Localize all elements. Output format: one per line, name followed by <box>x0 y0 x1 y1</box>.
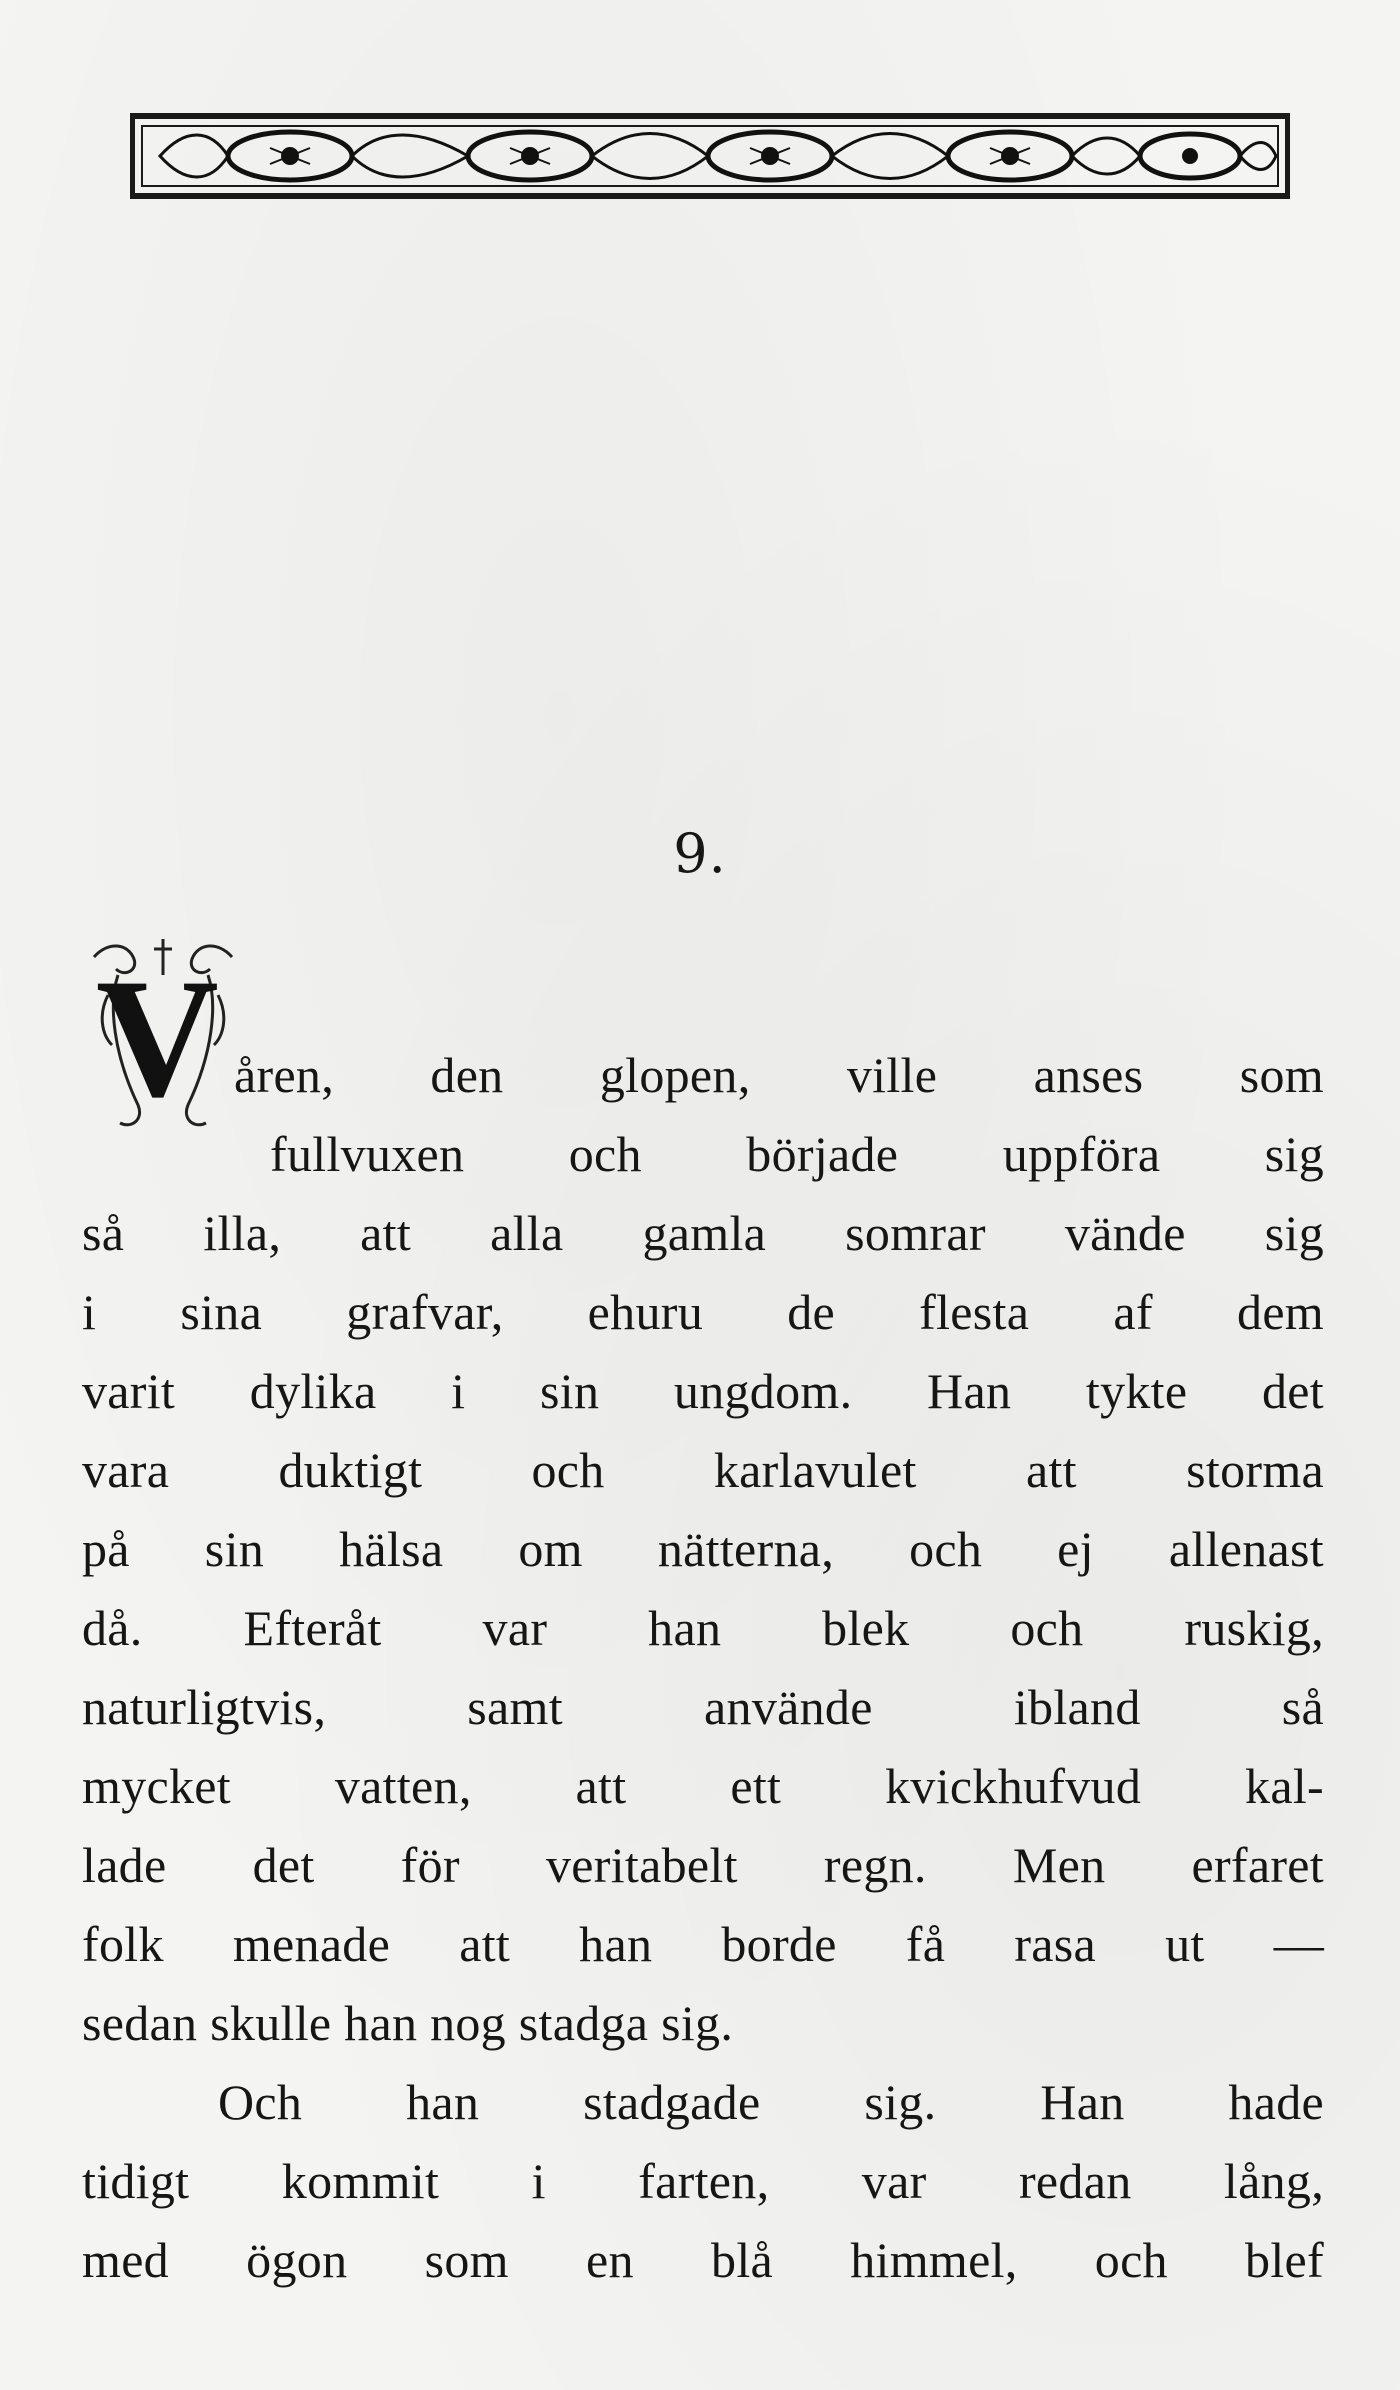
text-line: folk menade att han borde få rasa ut — <box>82 1916 1324 1972</box>
dropcap-letter: V <box>96 944 219 1132</box>
text-line: sedan skulle han nog stadga sig. <box>82 1995 734 2051</box>
text-line: mycket vatten, att ett kvickhufvud kal- <box>82 1758 1324 1814</box>
text-line: vara duktigt och karlavulet att storma <box>82 1442 1324 1498</box>
text-line: på sin hälsa om nätterna, och ej allenast <box>82 1521 1324 1577</box>
text-line: fullvuxen och började uppföra sig <box>270 1126 1324 1182</box>
text-line: naturligtvis, samt använde ibland så <box>82 1679 1324 1735</box>
text-line: så illa, att alla gamla somrar vände sig <box>82 1205 1324 1261</box>
text-line: tidigt kommit i farten, var redan lång, <box>82 2153 1324 2209</box>
chapter-number: 9. <box>673 822 727 885</box>
dropcap <box>88 935 238 1135</box>
text-line: i sina grafvar, ehuru de flesta af dem <box>82 1284 1324 1340</box>
text-line: med ögon som en blå himmel, och blef <box>82 2232 1324 2288</box>
ornamental-header-band <box>130 108 1290 204</box>
text-line: varit dylika i sin ungdom. Han tykte det <box>82 1363 1324 1419</box>
text-line: då. Efteråt var han blek och ruskig, <box>82 1600 1324 1656</box>
text-line: åren, den glopen, ville anses som <box>234 1047 1324 1103</box>
text-line: lade det för veritabelt regn. Men erfaret <box>82 1837 1324 1893</box>
text-line: Och han stadgade sig. Han hade <box>218 2074 1324 2130</box>
